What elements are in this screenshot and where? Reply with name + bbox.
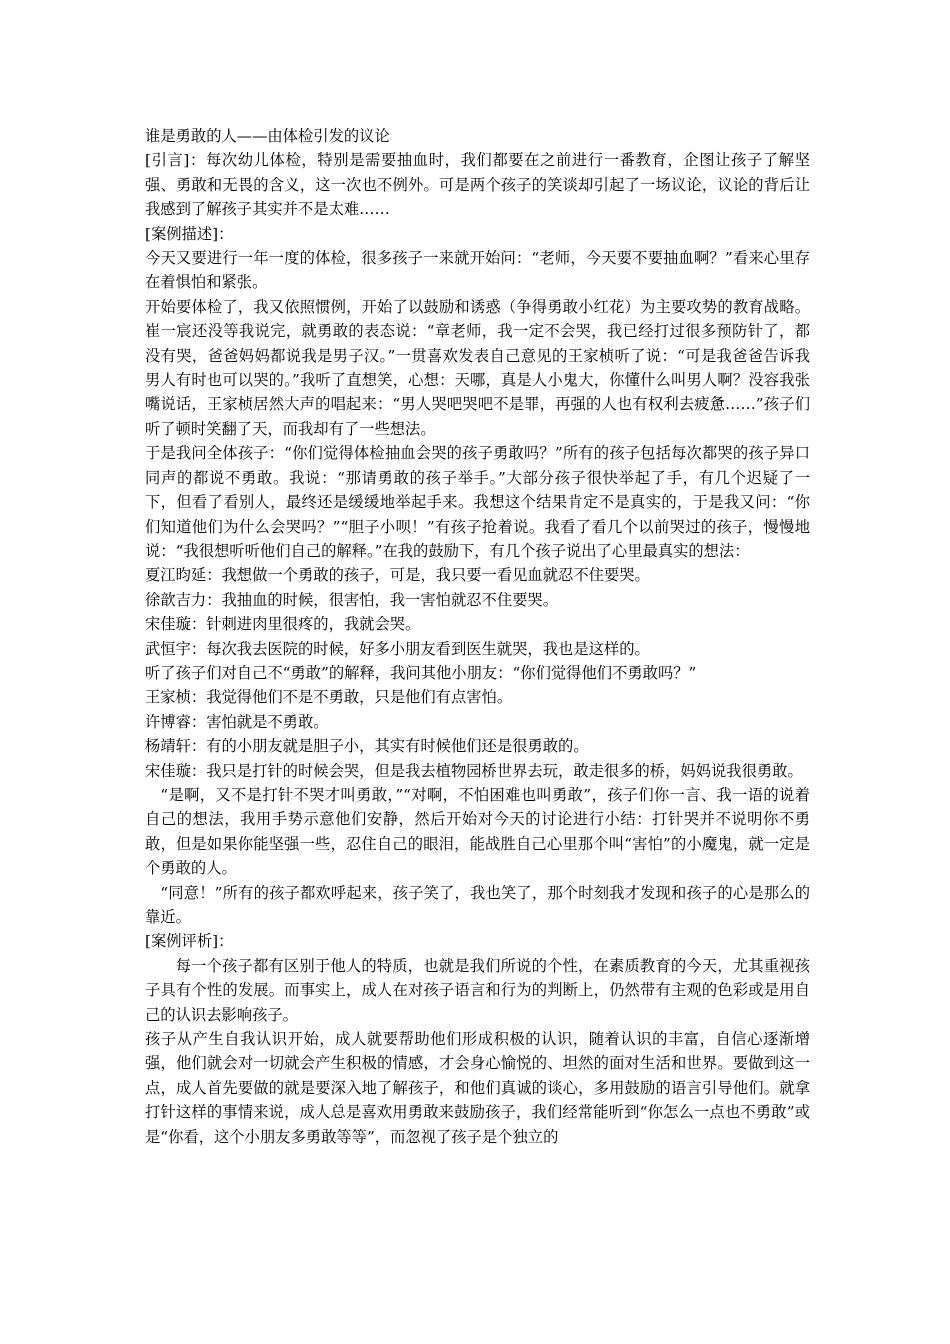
body-paragraph: 今天又要进行一年一度的体检，很多孩子一来就开始问：“老师，今天要不要抽血啊？”看来心里存在着惧怕和紧张。 xyxy=(145,249,810,292)
body-paragraph: 于是我问全体孩子：“你们觉得体检抽血会哭的孩子勇敢吗？”所有的孩子包括每次都哭的孩子异口同声的都说不勇敢。我说：“那请勇敢的孩子举手。”大部分孩子很快举起了手，有几个迟疑了一下，但看了看别人，最终还是缓缓地举起手来。我想这个结果肯定不是真实的，于是我又问：“你们知道他们为什么会哭吗？”“胆子小呗！”有孩子抢着说。我看了看几个以前哭过的孩子，慢慢地说：“我很想听听他们自己的解释。”在我的鼓励下，有几个孩子说出了心里最真实的想法： xyxy=(145,444,810,560)
body-paragraph: “同意！”所有的孩子都欢呼起来，孩子笑了，我也笑了，那个时刻我才发现和孩子的心是那么的靠近。 xyxy=(145,883,810,926)
dialogue-line: 徐歆吉力：我抽血的时候，很害怕，我一害怕就忍不住要哭。 xyxy=(145,590,559,609)
dialogue-line: 王家桢：我觉得他们不是不勇敢，只是他们有点害怕。 xyxy=(145,688,513,707)
document-title: 谁是勇敢的人——由体检引发的议论 xyxy=(145,127,390,145)
section-heading-case-analysis: [案例评析]： xyxy=(145,932,234,951)
dialogue-line: 夏江昀延：我想做一个勇敢的孩子，可是，我只要一看见血就忍不住要哭。 xyxy=(145,566,650,585)
dialogue-line: 许博睿：害怕就是不勇敢。 xyxy=(145,712,329,731)
document-body xyxy=(145,124,810,1149)
body-paragraph: 开始要体检了，我又依照惯例，开始了以鼓励和诱惑（争得勇敢小红花）为主要攻势的教育战略。崔一宸还没等我说完，就勇敢的表态说：“章老师，我一定不会哭，我已经打过很多预防针了，都没有哭，爸爸妈妈都说我是男子汉。”一贯喜欢发表自己意见的王家桢听了说：“可是我爸爸告诉我男人有时也可以哭的。”我听了直想笑，心想：天哪，真是人小鬼大，你懂什么叫男人啊？没容我张嘴说话，王家桢居然大声的唱起来：“男人哭吧哭吧不是罪，再强的人也有权利去疲惫……”孩子们听了顿时笑翻了天，而我却有了一些想法。 xyxy=(145,297,810,438)
body-paragraph: 孩子从产生自我认识开始，成人就要帮助他们形成积极的认识，随着认识的丰富，自信心逐渐增强，他们就会对一切就会产生积极的情感，才会身心愉悦的、坦然的面对生活和世界。要做到这一点，成人首先要做的就是要深入地了解孩子，和他们真诚的谈心，多用鼓励的语言引导他们。就拿打针这样的事情来说，成人总是喜欢用勇敢来鼓励孩子，我们经常能听到“你怎么一点也不勇敢”或是“你看，这个小朋友多勇敢等等”，而忽视了孩子是个独立的 xyxy=(145,1030,810,1146)
dialogue-line: 宋佳璇：我只是打针的时候会哭，但是我去植物园桥世界去玩，敢走很多的桥，妈妈说我很勇敢。 xyxy=(145,761,803,780)
intro-paragraph: [引言]：每次幼儿体检，特别是需要抽血时，我们都要在之前进行一番教育，企图让孩子了解坚强、勇敢和无畏的含义，这一次也不例外。可是两个孩子的笑谈却引起了一场议论，议论的背后让我感到了解孩子其实并不是太难…… xyxy=(145,151,810,219)
dialogue-line: 武恒宇：每次我去医院的时候，好多小朋友看到医生就哭，我也是这样的。 xyxy=(145,639,650,658)
body-paragraph: “是啊，又不是打针不哭才叫勇敢，”“对啊，不怕困难也叫勇敢”，孩子们你一言、我一语的说着自己的想法，我用手势示意他们安静，然后开始对今天的讨论进行小结：打针哭并不说明你不勇敢，但是如果你能坚强一些，忍住自己的眼泪，能战胜自己心里那个叫“害怕”的小魔鬼，就一定是个勇敢的人。 xyxy=(145,785,810,878)
dialogue-line: 杨靖轩：有的小朋友就是胆子小，其实有时候他们还是很勇敢的。 xyxy=(145,737,589,756)
body-paragraph: 每一个孩子都有区别于他人的特质，也就是我们所说的个性，在素质教育的今天，尤其重视孩子具有个性的发展。而事实上，成人在对孩子语言和行为的判断上，仍然带有主观的色彩或是用自己的认识去影响孩子。 xyxy=(145,956,810,1024)
dialogue-line: 宋佳璇：针刺进肉里很疼的，我就会哭。 xyxy=(145,615,421,634)
body-paragraph: 听了孩子们对自己不“勇敢”的解释，我问其他小朋友：“你们觉得他们不勇敢吗？” xyxy=(145,663,697,682)
section-heading-case-description: [案例描述]： xyxy=(145,224,234,243)
